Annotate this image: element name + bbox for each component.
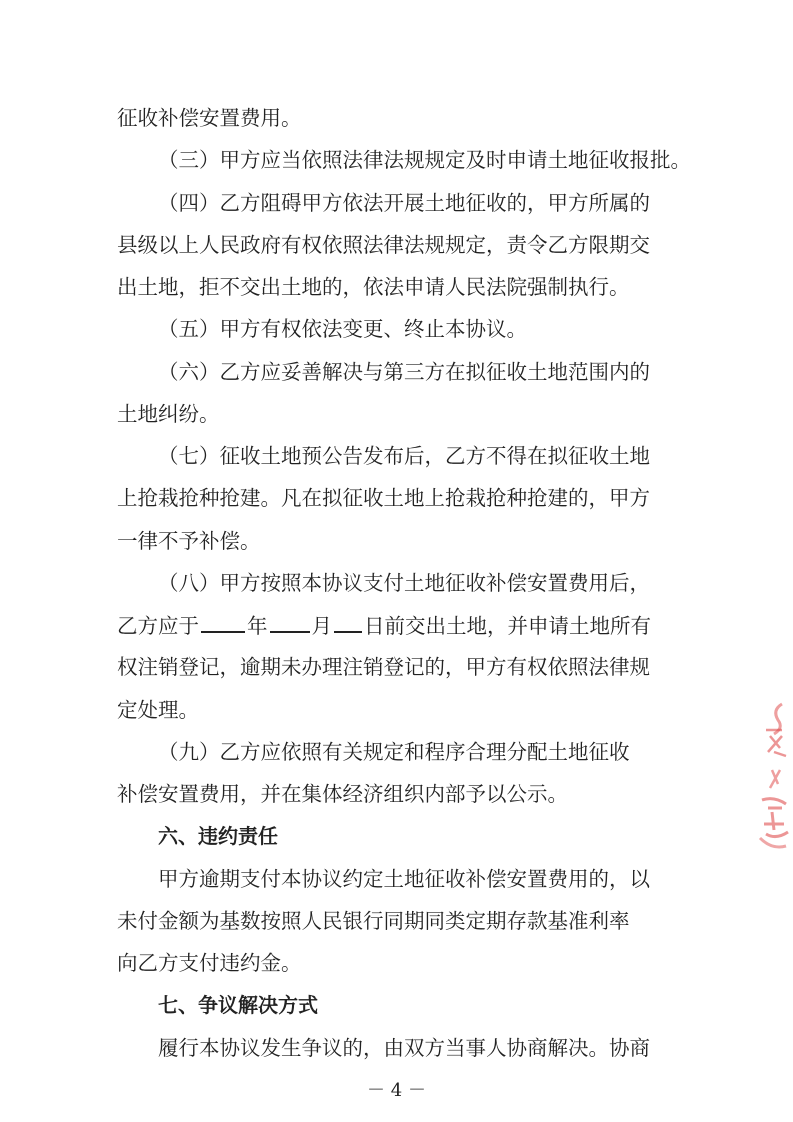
text-line: （九）乙方应依照有关规定和程序合理分配土地征收: [158, 740, 630, 764]
text-line: 一律不予补偿。: [117, 529, 261, 553]
text-line: 县级以上人民政府有权依照法律法规规定，责令乙方限期交: [117, 233, 650, 257]
seal-stamp-icon: [752, 700, 793, 860]
year-blank: [201, 611, 245, 633]
section-heading: 七、争议解决方式: [158, 993, 318, 1017]
page-number: － 4 －: [367, 1080, 426, 1101]
text-line: 定处理。: [117, 698, 199, 722]
day-blank: [334, 611, 362, 633]
text-line: （七）征收土地预公告发布后，乙方不得在拟征收土地: [158, 444, 650, 468]
fill-year: 年: [247, 614, 268, 638]
text-line: 征收补偿安置费用。: [117, 106, 302, 130]
text-line: 向乙方支付违约金。: [117, 951, 302, 975]
text-line: （五）甲方有权依法变更、终止本协议。: [158, 317, 527, 341]
section-heading: 六、违约责任: [158, 824, 278, 848]
text-line: 出土地，拒不交出土地的，依法申请人民法院强制执行。: [117, 275, 630, 299]
text-line: （六）乙方应妥善解决与第三方在拟征收土地范围内的: [158, 360, 650, 384]
fill-month: 月: [311, 614, 332, 638]
text-line: 土地纠纷。: [117, 402, 220, 426]
text-line: 权注销登记，逾期未办理注销登记的，甲方有权依照法律规: [117, 655, 650, 679]
text-line: （八）甲方按照本协议支付土地征收补偿安置费用后，: [158, 571, 650, 595]
date-fill-line: [117, 611, 677, 640]
text-line: （三）甲方应当依照法律法规规定及时申请土地征收报批。: [158, 148, 691, 172]
fill-suffix: 日前交出土地，并申请土地所有: [364, 614, 651, 638]
text-line: 补偿安置费用，并在集体经济组织内部予以公示。: [117, 782, 568, 806]
text-line: 未付金额为基数按照人民银行同期同类定期存款基准利率: [117, 909, 630, 933]
month-blank: [270, 611, 310, 633]
fill-prefix: 乙方应于: [117, 614, 199, 638]
text-line: （四）乙方阻碍甲方依法开展土地征收的，甲方所属的: [158, 191, 650, 215]
text-line: 上抢栽抢种抢建。凡在拟征收土地上抢栽抢种抢建的，甲方: [117, 486, 650, 510]
text-line: 履行本协议发生争议的，由双方当事人协商解决。协商: [158, 1036, 650, 1060]
text-line: 甲方逾期支付本协议约定土地征收补偿安置费用的，以: [158, 867, 650, 891]
